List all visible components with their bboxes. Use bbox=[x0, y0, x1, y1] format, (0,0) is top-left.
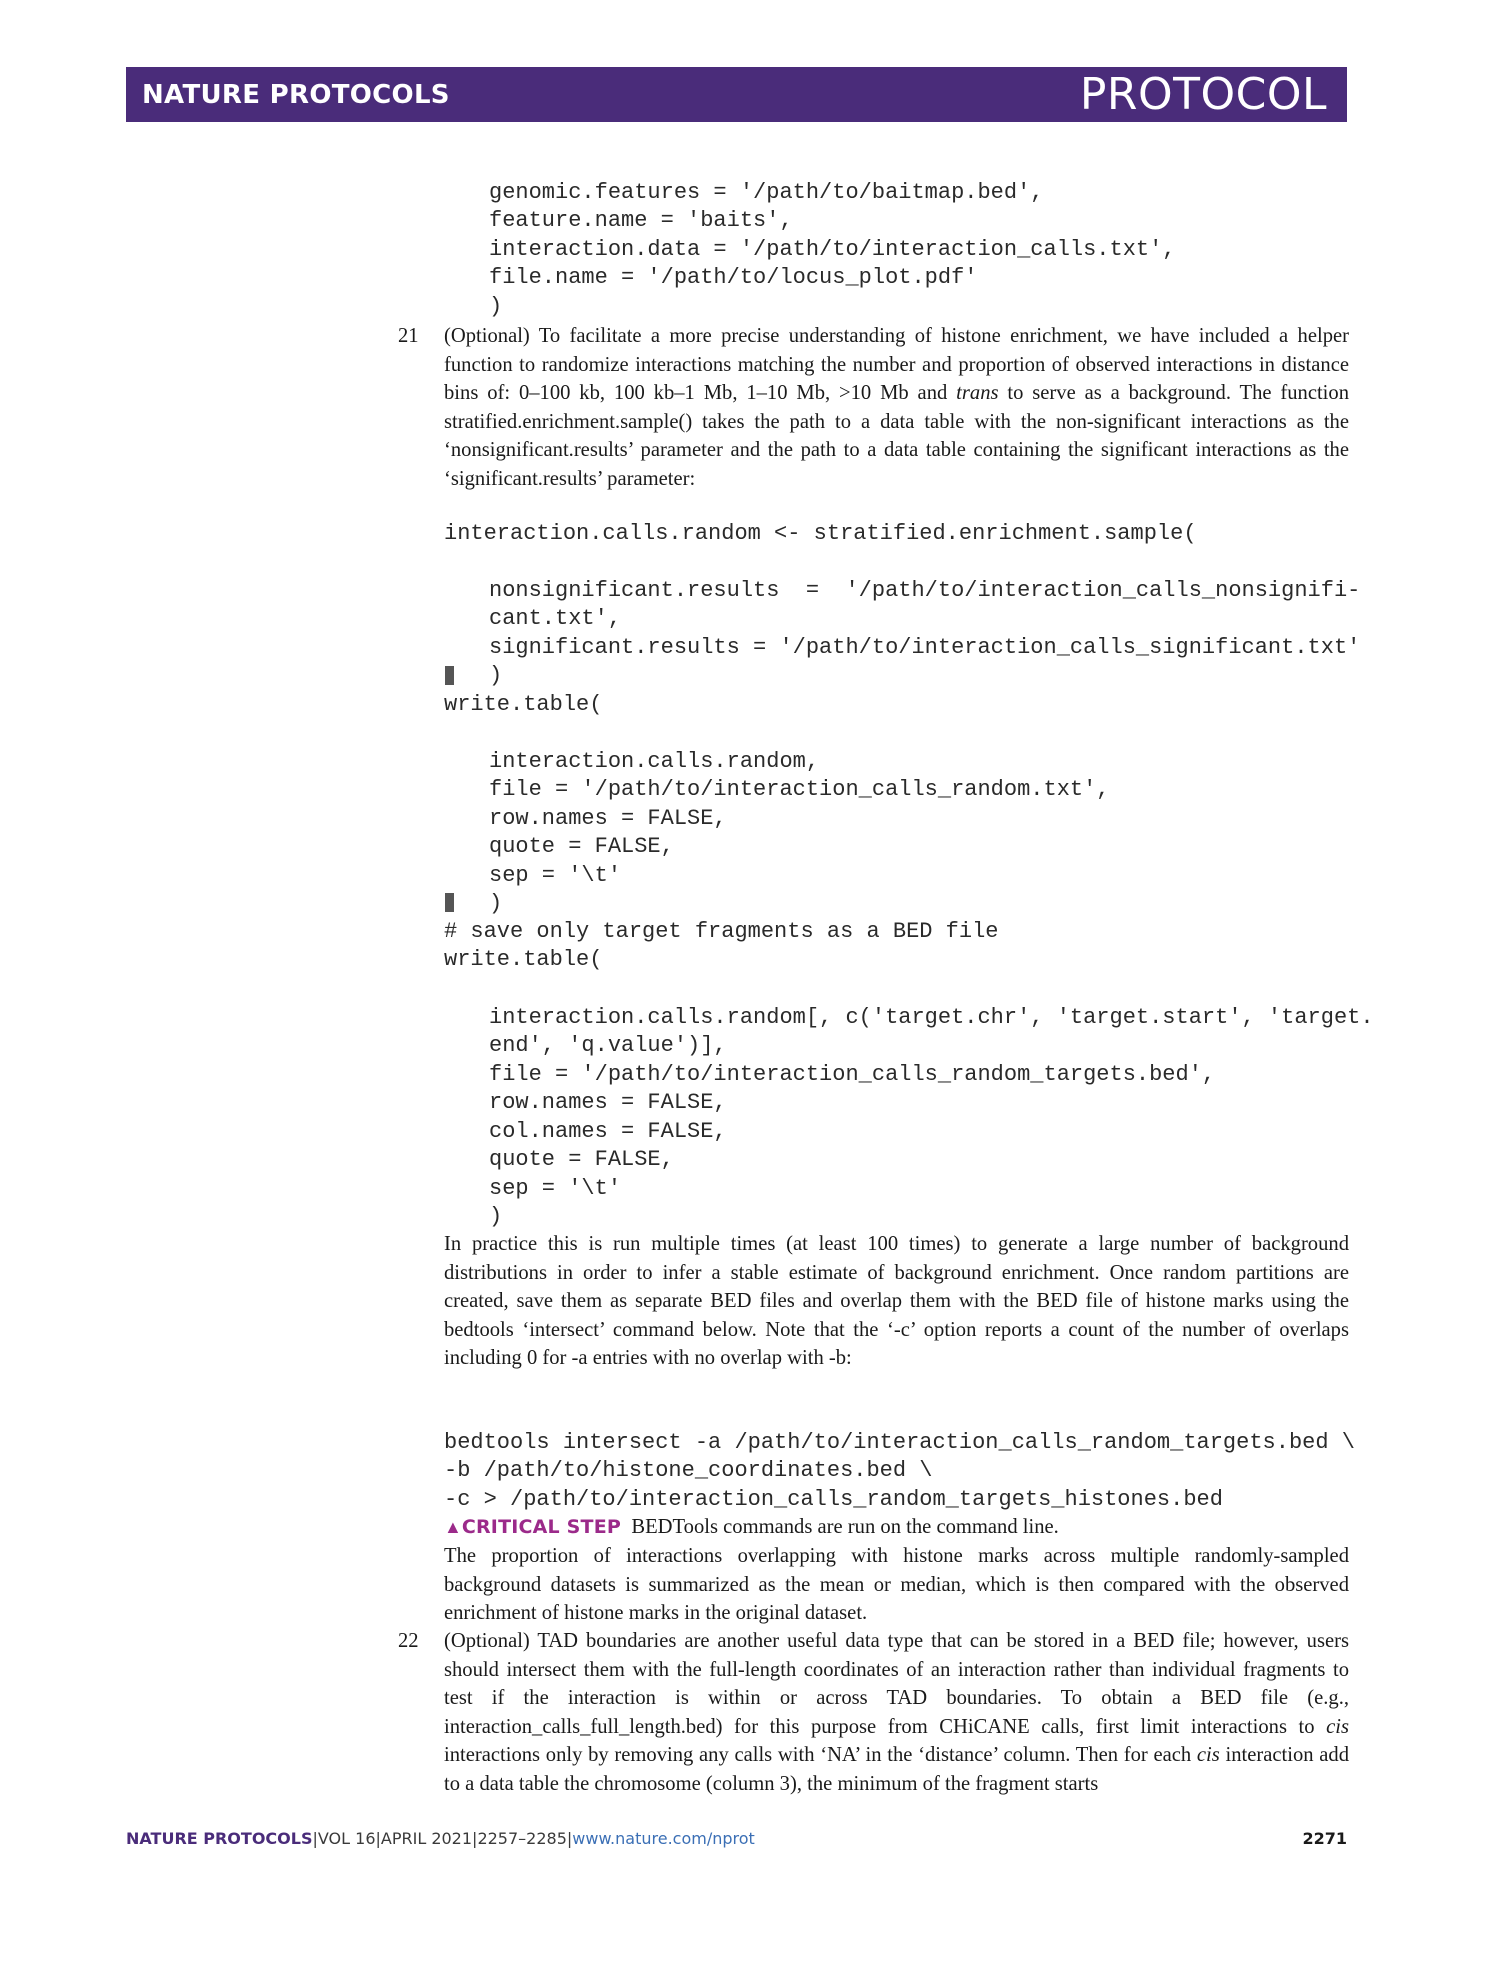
code-write2-call: write.table( bbox=[444, 947, 603, 972]
code-line: -b /path/to/histone_coordinates.bed \ bbox=[444, 1458, 933, 1483]
code-line: -c > /path/to/interaction_calls_random_targets_histones.bed bbox=[444, 1486, 1223, 1512]
code-line: sep = '\t' bbox=[489, 1175, 622, 1201]
code-line: feature.name = 'baits', bbox=[489, 208, 793, 233]
code-line: row.names = FALSE, bbox=[489, 805, 727, 831]
code-line: file = '/path/to/interaction_calls_random.txt', bbox=[489, 777, 1110, 802]
code-line: cant.txt', bbox=[489, 606, 622, 631]
step-number-22: 22 bbox=[398, 1630, 419, 1652]
code-line: ) bbox=[489, 1204, 503, 1229]
section-label: PROTOCOL bbox=[1079, 69, 1327, 120]
code-break-marker bbox=[445, 893, 454, 912]
code-line: genomic.features = '/path/to/baitmap.bed', bbox=[489, 179, 1044, 205]
step-number-21: 21 bbox=[398, 325, 419, 347]
italic-run: cis bbox=[1326, 1715, 1349, 1738]
code-line: bedtools intersect -a /path/to/interaction_calls_random_targets.bed \ bbox=[444, 1429, 1355, 1455]
code-line: sep = '\t' bbox=[489, 862, 622, 888]
code-line: end', 'q.value')], bbox=[489, 1033, 727, 1058]
journal-header-bar bbox=[126, 67, 1347, 122]
footer-volume: VOL 16 bbox=[317, 1829, 376, 1848]
warning-triangle-icon: ▲ bbox=[444, 1517, 462, 1537]
journal-name: NATURE PROTOCOLS bbox=[142, 80, 450, 110]
critical-step-note bbox=[444, 1513, 1349, 1542]
code-line: col.names = FALSE, bbox=[489, 1118, 727, 1144]
code-break-marker bbox=[445, 666, 454, 685]
code-line: file.name = '/path/to/locus_plot.pdf' bbox=[489, 265, 978, 290]
page-number: 2271 bbox=[1302, 1829, 1347, 1848]
code-line: row.names = FALSE, bbox=[489, 1090, 727, 1115]
code-random-args bbox=[489, 548, 1360, 719]
text-run: (Optional) To facilitate a more precise understanding of histone enrichment, we have included a helper function to randomize interactions matching the number and proportion of observed interactions in distance bins of: 0–100 kb, 100 kb–1 Mb, 1–10 Mb, >10 Mb and bbox=[444, 325, 1349, 404]
code-random-call: interaction.calls.random <- stratified.enrichment.sample( bbox=[444, 521, 1197, 546]
footer-journal: NATURE PROTOCOLS bbox=[126, 1829, 313, 1848]
footer-separator: | bbox=[472, 1829, 478, 1848]
code-line: ) bbox=[489, 663, 503, 688]
code-comment: # save only target fragments as a BED file bbox=[444, 919, 999, 944]
summary-paragraph: The proportion of interactions overlapping with histone marks across multiple randomly-sampled background datasets is summarized as the mean or median, which is then compared with the observed enrichment of histone marks in the original dataset. bbox=[444, 1545, 1349, 1624]
code-line: nonsignificant.results = '/path/to/interaction_calls_nonsignifi- bbox=[489, 577, 1361, 603]
footer-date: APRIL 2021 bbox=[380, 1829, 473, 1848]
code-line: interaction.calls.random[, c('target.chr', 'target.start', 'target. bbox=[489, 1004, 1374, 1030]
italic-run: cis bbox=[1196, 1744, 1220, 1766]
footer-url-link[interactable]: www.nature.com/nprot bbox=[572, 1829, 755, 1848]
text-run: to serve as a background. The function stratified.enrichment.sample() takes the path to a data table with the non-significant interactions as the ‘nonsignificant.results’ parameter and the path to a data table containing the significant interactions as the ‘significant.results’ parameter: bbox=[444, 382, 1349, 490]
critical-step-label: CRITICAL STEP bbox=[461, 1516, 622, 1538]
text-run: interaction add to a data table the chromosome (column 3), the minimum of the fragment starts bbox=[444, 1744, 1349, 1795]
code-line: interaction.calls.random, bbox=[489, 748, 820, 774]
code-write1-call: write.table( bbox=[444, 692, 603, 717]
italic-run: trans bbox=[956, 382, 999, 404]
code-line: quote = FALSE, bbox=[489, 834, 674, 859]
code-plot-args bbox=[489, 150, 1176, 350]
code-line: ) bbox=[489, 293, 503, 319]
code-write1-args bbox=[489, 719, 1110, 947]
footer-separator: | bbox=[566, 1829, 573, 1848]
footer-pages: 2257–2285 bbox=[477, 1829, 567, 1848]
code-write2-args bbox=[489, 975, 1374, 1260]
code-line: quote = FALSE, bbox=[489, 1147, 674, 1172]
code-line: ) bbox=[489, 891, 503, 916]
critical-step-text: BEDTools commands are run on the command line. bbox=[631, 1516, 1059, 1538]
text-run: (Optional) TAD boundaries are another useful data type that can be stored in a BED file; however, users should intersect them with the full-length coordinates of an interaction rather than individual fragments to test if the interaction is within or across TAD boundaries. To obtain a BED file (e.g., interaction_calls_full_length.bed) for this purpose from CHiCANE calls, first limit interactions to bbox=[444, 1630, 1349, 1738]
code-line: significant.results = '/path/to/interaction_calls_significant.txt' bbox=[489, 634, 1361, 660]
code-line: file = '/path/to/interaction_calls_random_targets.bed', bbox=[489, 1061, 1216, 1087]
practice-paragraph: In practice this is run multiple times (at least 100 times) to generate a large number of background distributions in order to infer a stable estimate of background enrichment. Once random partitions are created, save them as separate BED files and overlap them with the BED file of histone marks using the bedtools ‘intersect’ command below. Note that the ‘-c’ option reports a count of the number of overlaps including 0 for -a entries with no overlap with -b: bbox=[444, 1233, 1349, 1369]
step-22-paragraph bbox=[444, 1627, 1349, 1798]
footer-separator: | bbox=[312, 1829, 318, 1848]
code-line: interaction.data = '/path/to/interaction_calls.txt', bbox=[489, 236, 1176, 262]
step-21-intro bbox=[444, 322, 1349, 493]
footer-separator: | bbox=[375, 1829, 381, 1848]
text-run: interactions only by removing any calls with ‘NA’ in the ‘distance’ column. Then for each bbox=[444, 1744, 1197, 1766]
page-footer bbox=[126, 1829, 755, 1848]
